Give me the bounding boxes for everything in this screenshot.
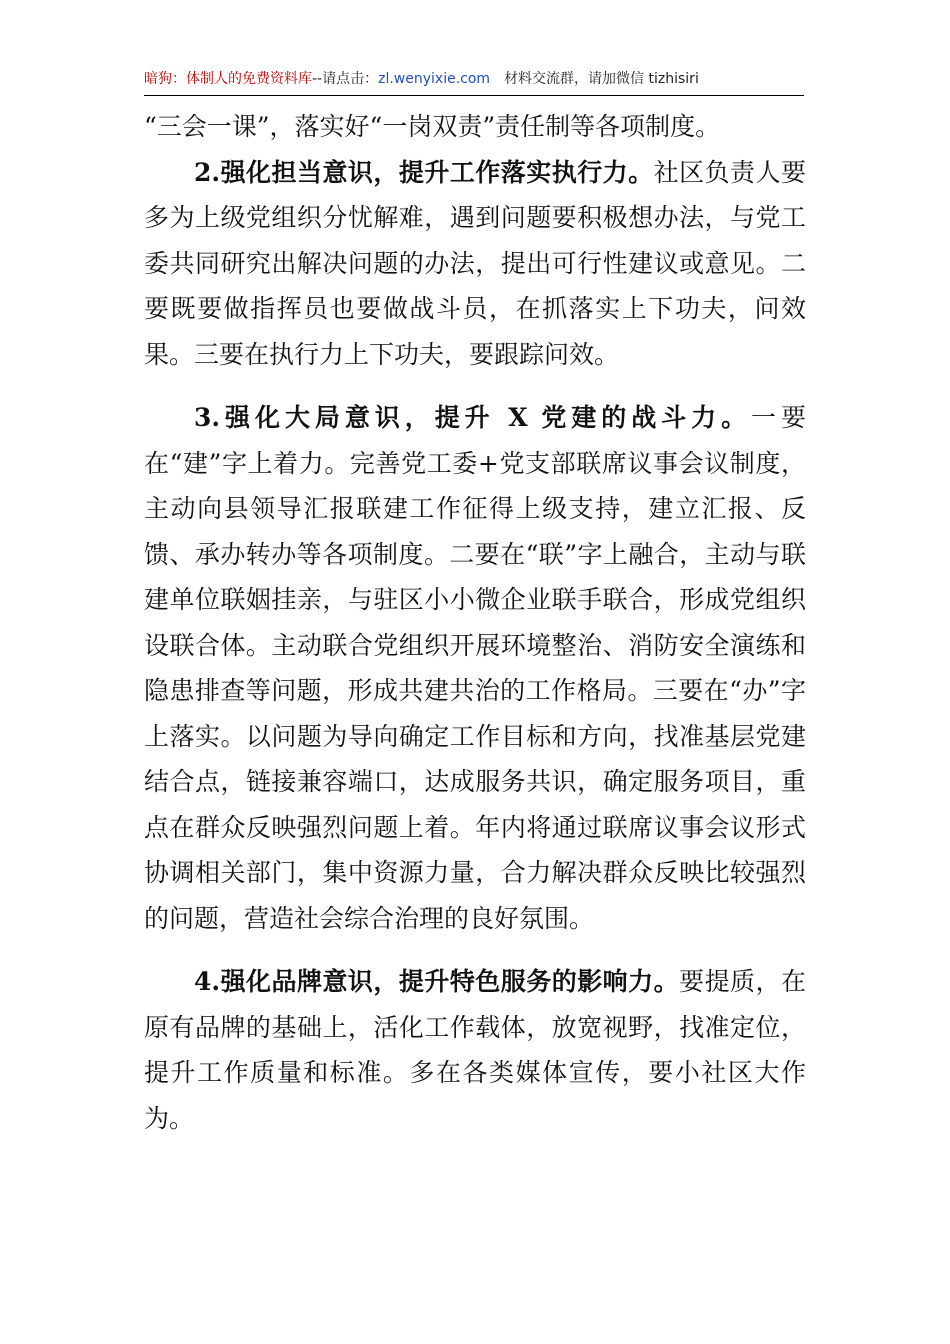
header-click-prompt: --请点击：: [312, 71, 379, 87]
header-link[interactable]: zl.wenyixie.com: [378, 71, 491, 87]
header-note: 材料交流群，请加微信 tizhisiri: [504, 71, 699, 87]
paragraph-text: 要提质，在原有品牌的基础上，活化工作载体，放宽视野，找准定位，提升工作质量和标准。多在各类媒体宣传，要小社区大作为。: [144, 967, 806, 1133]
document-body: [144, 104, 806, 1141]
header-divider: [144, 95, 804, 96]
paragraph-2: [144, 150, 806, 378]
page-header: [144, 68, 804, 90]
paragraph-3: [144, 395, 806, 941]
header-brand: 暗狗：体制人的免费资料库: [144, 71, 312, 87]
paragraph-heading: 3.强化大局意识，提升 X 党建的战斗力。: [194, 403, 752, 432]
paragraph-text: “三会一课”，落实好“一岗双责”责任制等各项制度。: [144, 112, 721, 141]
paragraph-text: 社区负责人要多为上级党组织分忧解难，遇到问题要积极想办法，与党工委共同研究出解决问题的办法，提出可行性建议或意见。二要既要做指挥员也要做战斗员，在抓落实上下功夫，问效果。三要在执行力上下功夫，要跟踪问效。: [144, 157, 806, 369]
paragraph-heading: 2.强化担当意识，提升工作落实执行力。: [194, 157, 654, 187]
paragraph-text: 一要在“建”字上着力。完善党工委+党支部联席议事会议制度，主动向县领导汇报联建工作征得上级支持，建立汇报、反馈、承办转办等各项制度。二要在“联”字上融合，主动与联建单位联姻挂亲，与驻区小小微企业联手联合，形成党组织设联合体。主动联合党组织开展环境整治、消防安全演练和隐患排查等问题，形成共建共治的工作格局。三要在“办”字上落实。以问题为导向确定工作目标和方向，找准基层党建结合点，链接兼容端口，达成服务共识，确定服务项目，重点在群众反映强烈问题上着。年内将通过联席议事会议形式协调相关部门，集中资源力量，合力解决群众反映比较强烈的问题，营造社会综合治理的良好氛围。: [144, 403, 806, 933]
paragraph-continuation: [144, 104, 806, 150]
paragraph-4: [144, 959, 806, 1141]
paragraph-heading: 4.强化品牌意识，提升特色服务的影响力。: [194, 967, 680, 996]
